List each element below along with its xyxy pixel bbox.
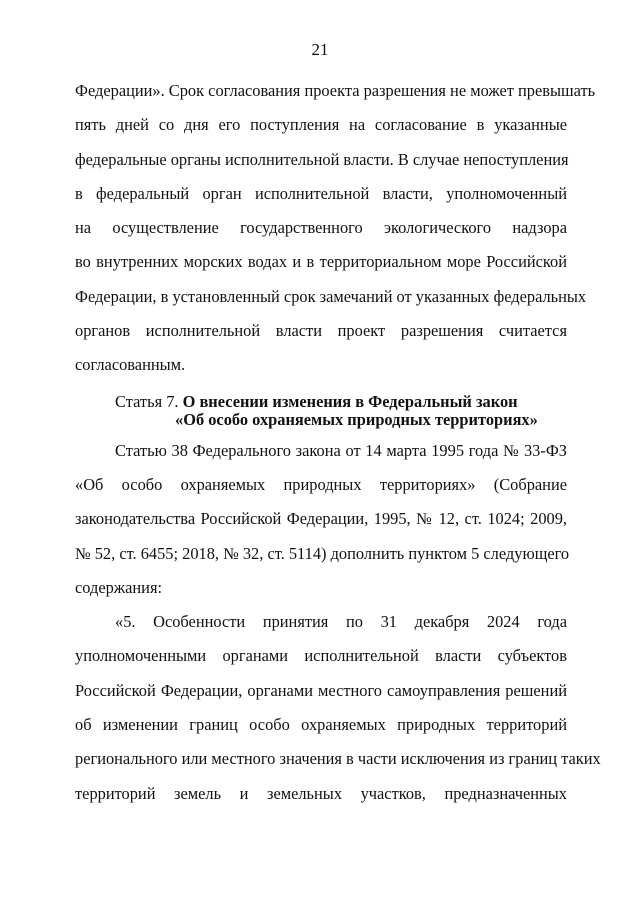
text-line: законодательства Российской Федерации, 1995, № 12, ст. 1024; 2009, [75, 509, 567, 529]
paragraph-point-5 [75, 611, 601, 817]
text-line: регионального или местного значения в части исключения из границ таких [75, 749, 601, 769]
page-number: 21 [311, 40, 329, 59]
article-heading [75, 393, 567, 430]
article-title-line-2: «Об особо охраняемых природных территориях» [175, 410, 538, 430]
text-line: на осуществление государственного экологического надзора [75, 218, 567, 238]
text-line: во внутренних морских водах и в территориальном море Российской [75, 252, 567, 272]
text-line: федеральные органы исполнительной власти. В случае непоступления [75, 149, 569, 169]
text-line: Федерации». Срок согласования проекта разрешения не может превышать [75, 81, 596, 100]
text-line: органов исполнительной власти проект разрешения считается [75, 321, 567, 341]
article-title-line-1: О внесении изменения в Федеральный закон [182, 391, 518, 411]
document-body [75, 80, 601, 817]
text-line: территорий земель и земельных участков, предназначенных [75, 783, 567, 803]
text-line: об изменении границ особо охраняемых природных территорий [75, 715, 567, 735]
text-line: Российской Федерации, органами местного самоуправления решений [75, 680, 567, 700]
paragraph-continuation [75, 80, 596, 389]
text-line: «5. Особенности принятия по 31 декабря 2024 года [115, 612, 567, 632]
text-line: содержания: [75, 577, 163, 597]
paragraph-amendment [75, 440, 570, 611]
text-line: Федерации, в установленный срок замечаний от указанных федеральных [75, 286, 587, 306]
article-number: Статья 7. [115, 391, 179, 411]
text-line: уполномоченными органами исполнительной власти субъектов [75, 646, 567, 666]
article-heading-line-1 [75, 393, 567, 412]
text-line: Статью 38 Федерального закона от 14 марта 1995 года № 33-ФЗ [115, 440, 567, 460]
text-line: «Об особо охраняемых природных территориях» (Собрание [75, 474, 567, 494]
text-line: в федеральный орган исполнительной власти, уполномоченный [75, 183, 567, 203]
text-line: № 52, ст. 6455; 2018, № 32, ст. 5114) дополнить пунктом 5 следующего [75, 543, 570, 563]
text-line: пять дней со дня его поступления на согласование в указанные [75, 115, 567, 135]
text-line: согласованным. [75, 355, 186, 375]
